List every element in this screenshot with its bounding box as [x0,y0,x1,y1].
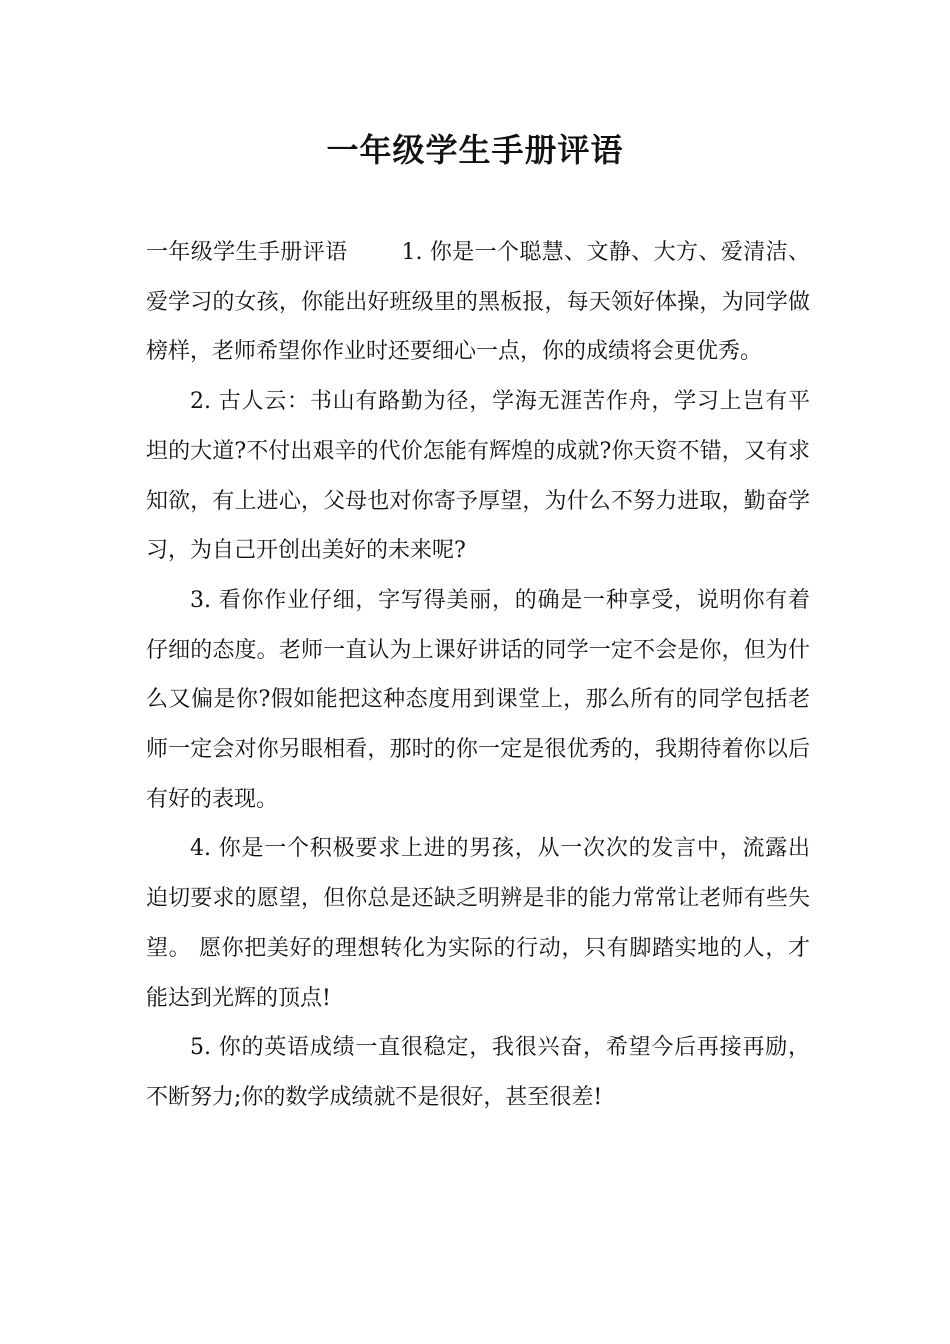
paragraph-1 [146,228,810,377]
document-title: 一年级学生手册评语 [326,131,624,169]
paragraph-1-text: 1. 你是一个聪慧、文静、大方、爱清洁、爱学习的女孩，你能出好班级里的黑板报，每天领好体操，为同学做榜样，老师希望你作业时还要细心一点，你的成绩将会更优秀。 [146,240,810,365]
lead-label: 一年级学生手册评语 [146,240,348,265]
paragraph-5: 5. 你的英语成绩一直很稳定，我很兴奋，希望今后再接再励，不断努力;你的数学成绩就不是很好，甚至很差! [146,1035,810,1110]
paragraph-2: 2. 古人云：书山有路勤为径，学海无涯苦作舟，学习上岂有平坦的大道?不付出艰辛的代价怎能有辉煌的成就?你天资不错，又有求知欲，有上进心，父母也对你寄予厚望，为什么不努力进取，勤奋学习，为自己开创出美好的未来呢? [146,389,810,564]
document-body [146,228,810,1123]
paragraph-4: 4. 你是一个积极要求上进的男孩，从一次次的发言中，流露出迫切要求的愿望，但你总是还缺乏明辨是非的能力常常让老师有些失望。 愿你把美好的理想转化为实际的行动，只有脚踏实地的人，才能达到光辉的顶点! [146,836,810,1011]
paragraph-3: 3. 看你作业仔细，字写得美丽，的确是一种享受，说明你有着仔细的态度。老师一直认为上课好讲话的同学一定不会是你，但为什么又偏是你?假如能把这种态度用到课堂上，那么所有的同学包括老师一定会对你另眼相看，那时的你一定是很优秀的，我期待着你以后有好的表现。 [146,587,810,812]
